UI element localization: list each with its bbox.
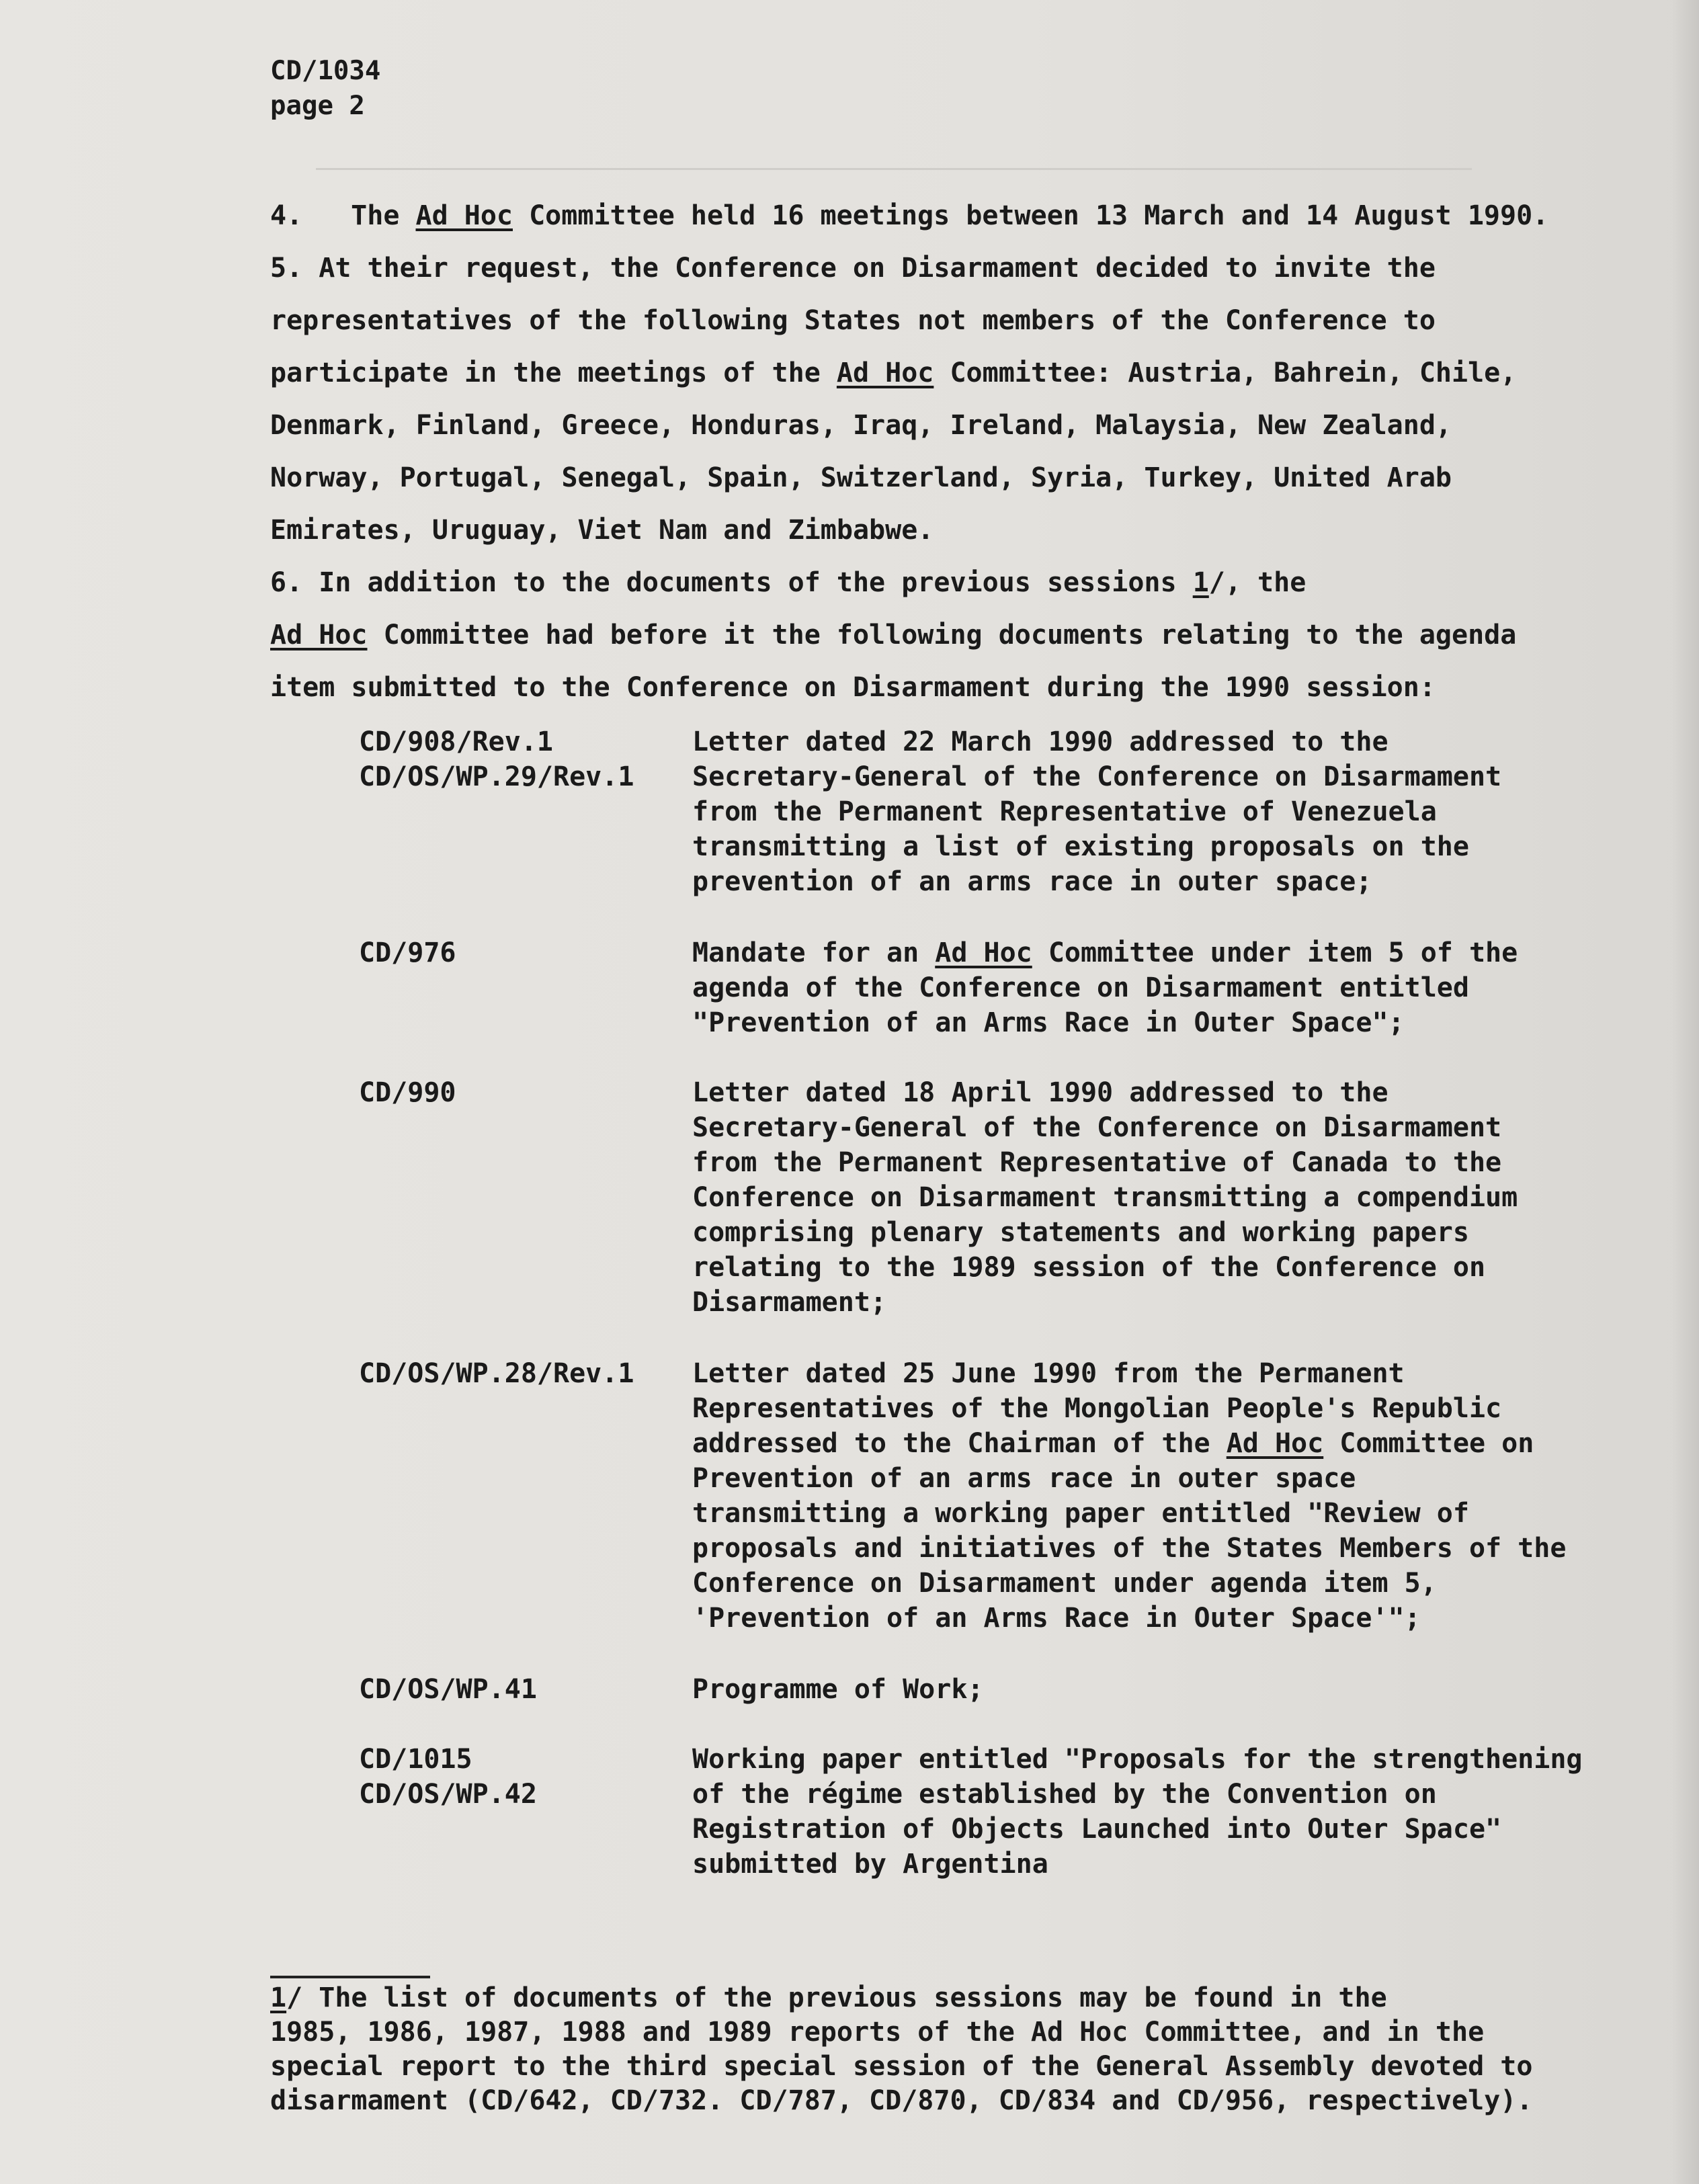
document-symbol-code: CD/OS/WP.41 (359, 1674, 537, 1705)
document-description-line: "Prevention of an Arms Race in Outer Space"; (692, 1007, 1405, 1038)
page-number: page 2 (270, 91, 365, 121)
document-description-line: agenda of the Conference on Disarmament entitled (692, 972, 1469, 1003)
document-description-line: Representatives of the Mongolian People's Republic (692, 1393, 1502, 1424)
document-symbol: CD/1034 (270, 56, 381, 86)
document-description-line: comprising plenary statements and working papers (692, 1217, 1469, 1248)
footnote-line-4: disarmament (CD/642, CD/732. CD/787, CD/870, CD/834 and CD/956, respectively). (270, 2085, 1533, 2116)
document-description (692, 724, 1501, 899)
para-number: 4. (270, 200, 303, 231)
document-description-line: Secretary-General of the Conference on Disarmament (692, 761, 1502, 792)
para6-line-2 (270, 620, 1516, 650)
footnote-reference: 1 (1192, 567, 1209, 598)
para5-line-4: Denmark, Finland, Greece, Honduras, Iraq, Ireland, Malaysia, New Zealand, (270, 410, 1452, 441)
para6-line-3: item submitted to the Conference on Disarmament during the 1990 session: (270, 672, 1436, 703)
para5-line-6: Emirates, Uruguay, Viet Nam and Zimbabwe. (270, 515, 934, 546)
document-symbols (359, 1356, 634, 1391)
ad-hoc-underlined: Ad Hoc (415, 200, 513, 231)
para5-line-3 (270, 358, 1516, 388)
para-text: Committee: Austria, Bahrein, Chile, (934, 358, 1517, 388)
page-edge-shadow (1672, 0, 1699, 2184)
document-symbol-code: CD/1015 (359, 1744, 472, 1775)
document-symbols (359, 724, 634, 794)
document-description-line: from the Permanent Representative of Venezuela (692, 796, 1437, 827)
footnote-line (270, 1981, 1532, 2015)
ad-hoc-underlined: Ad Hoc (836, 358, 934, 388)
document-symbol-code: CD/OS/WP.29/Rev.1 (359, 761, 634, 792)
document-symbols (359, 1742, 537, 1812)
para5-line-5: Norway, Portugal, Senegal, Spain, Switzerland, Syria, Turkey, United Arab (270, 462, 1452, 493)
document-description-line: Working paper entitled "Proposals for the strengthening (692, 1744, 1583, 1775)
document-description-line: Conference on Disarmament transmitting a compendium (692, 1182, 1518, 1213)
document-symbol-code: CD/OS/WP.42 (359, 1779, 537, 1810)
document-description-line: submitted by Argentina (692, 1849, 1048, 1880)
para6-line-1 (270, 567, 1306, 598)
document-description-line: Letter dated 18 April 1990 addressed to the (692, 1077, 1389, 1108)
document-description-line: transmitting a working paper entitled "Review of (692, 1498, 1469, 1529)
document-symbols (359, 935, 456, 970)
ad-hoc-underlined: Ad Hoc (935, 937, 1032, 968)
document-description (692, 1672, 983, 1707)
footnote-rule (270, 1976, 430, 1978)
footnote (270, 1981, 1532, 2118)
para-text: /, the (1208, 567, 1307, 598)
document-description-line: Letter dated 22 March 1990 addressed to the (692, 726, 1389, 757)
document-description-line: Disarmament; (692, 1287, 886, 1318)
document-description-line: of the régime established by the Convention on (692, 1779, 1437, 1810)
page-header (270, 54, 380, 124)
ad-hoc-underlined: Ad Hoc (270, 620, 368, 650)
document-description-line: Conference on Disarmament under agenda item 5, (692, 1568, 1437, 1599)
ad-hoc-underlined: Ad Hoc (1226, 1428, 1324, 1459)
document-description-line: Programme of Work; (692, 1674, 984, 1705)
document-description-line: Letter dated 25 June 1990 from the Permanent (692, 1358, 1405, 1389)
bleed-through-rule (316, 168, 1472, 170)
document-description (692, 935, 1518, 1040)
document-symbol-code: CD/908/Rev.1 (359, 726, 553, 757)
footnote-line-3: special report to the third special session of the General Assembly devoted to (270, 2051, 1533, 2082)
document-description-line: proposals and initiatives of the States Members of the (692, 1533, 1567, 1564)
document-description (692, 1075, 1518, 1320)
document-symbol-code: CD/OS/WP.28/Rev.1 (359, 1358, 634, 1389)
document-description-line: Prevention of an arms race in outer space (692, 1463, 1356, 1494)
document-description-line: Mandate for an Ad Hoc Committee under item 5 of the (692, 937, 1518, 968)
para-text: The (351, 200, 416, 231)
footnote-marker: 1 (270, 1982, 287, 2013)
footnote-line-1: / The list of documents of the previous sessions may be found in the (286, 1982, 1387, 2013)
para-text: Committee held 16 meetings between 13 March and 14 August 1990. (513, 200, 1549, 231)
para5-line-1: 5. At their request, the Conference on Disarmament decided to invite the (270, 253, 1436, 284)
document-description-line: addressed to the Chairman of the Ad Hoc Committee on (692, 1428, 1534, 1459)
document-description-line: Registration of Objects Launched into Outer Space" (692, 1814, 1502, 1845)
paragraph-4 (270, 200, 1548, 231)
document-symbol-code: CD/976 (359, 937, 456, 968)
document-symbols (359, 1672, 537, 1707)
document-description-line: transmitting a list of existing proposals on the (692, 831, 1469, 862)
para-text: 6. In addition to the documents of the previous sessions (270, 567, 1193, 598)
document-symbols (359, 1075, 456, 1110)
document-description (692, 1742, 1583, 1882)
para-text: participate in the meetings of the (270, 358, 837, 388)
document-description-line: 'Prevention of an Arms Race in Outer Space'"; (692, 1603, 1421, 1634)
footnote-line-2: 1985, 1986, 1987, 1988 and 1989 reports of the Ad Hoc Committee, and in the (270, 2017, 1485, 2048)
document-description-line: from the Permanent Representative of Canada to the (692, 1147, 1502, 1178)
document-description-line: prevention of an arms race in outer space; (692, 866, 1372, 897)
para5-line-2: representatives of the following States not members of the Conference to (270, 305, 1436, 336)
document-description-line: Secretary-General of the Conference on Disarmament (692, 1112, 1502, 1143)
document-description (692, 1356, 1566, 1636)
para-text: Committee had before it the following documents relating to the agenda (367, 620, 1517, 650)
document-symbol-code: CD/990 (359, 1077, 456, 1108)
document-description-line: relating to the 1989 session of the Conference on (692, 1252, 1486, 1283)
